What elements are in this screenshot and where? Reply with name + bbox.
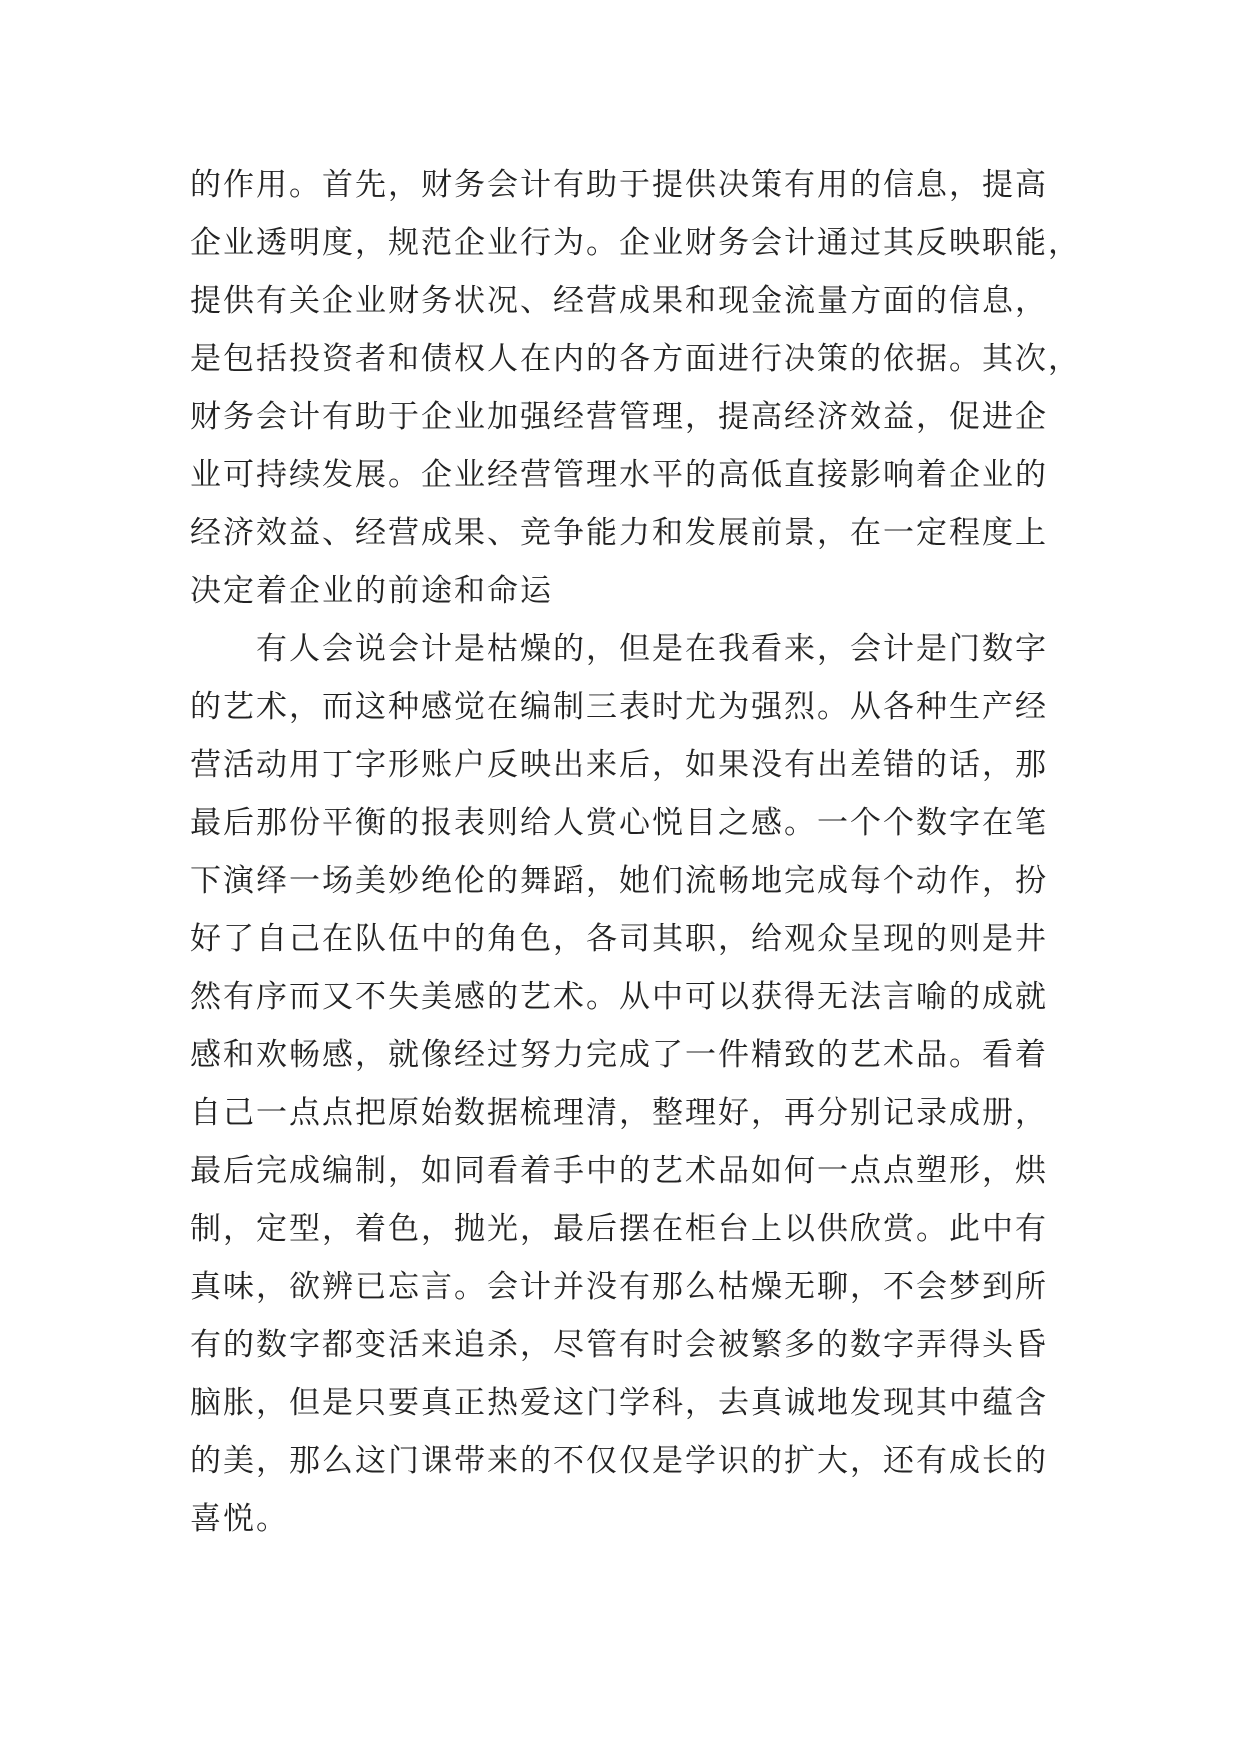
paragraph-line: 决定着企业的前途和命运 bbox=[190, 573, 553, 609]
paragraph-line: 经济效益、经营成果、竞争能力和发展前景，在一定程度上 bbox=[190, 515, 1048, 551]
paragraph-line: 脑胀，但是只要真正热爱这门学科，去真诚地发现其中蕴含 bbox=[190, 1385, 1048, 1421]
paragraph-line: 感和欢畅感，就像经过努力完成了一件精致的艺术品。看着 bbox=[190, 1037, 1048, 1073]
paragraph-line: 的艺术，而这种感觉在编制三表时尤为强烈。从各种生产经 bbox=[190, 689, 1048, 725]
paragraph-line: 有人会说会计是枯燥的，但是在我看来，会计是门数字 bbox=[256, 631, 1048, 667]
paragraph-line: 营活动用丁字形账户反映出来后，如果没有出差错的话，那 bbox=[190, 747, 1048, 783]
paragraph-line: 好了自己在队伍中的角色，各司其职，给观众呈现的则是井 bbox=[190, 921, 1048, 957]
paragraph-line: 企业透明度，规范企业行为。企业财务会计通过其反映职能， bbox=[190, 225, 1081, 261]
paragraph-line: 是包括投资者和债权人在内的各方面进行决策的依据。其次， bbox=[190, 341, 1081, 377]
paragraph-line: 业可持续发展。企业经营管理水平的高低直接影响着企业的 bbox=[190, 457, 1048, 493]
paragraph-line: 喜悦。 bbox=[190, 1501, 289, 1537]
paragraph-line: 制，定型，着色，抛光，最后摆在柜台上以供欣赏。此中有 bbox=[190, 1211, 1048, 1247]
paragraph-line: 最后完成编制，如同看着手中的艺术品如何一点点塑形，烘 bbox=[190, 1153, 1048, 1189]
paragraph-line: 下演绎一场美妙绝伦的舞蹈，她们流畅地完成每个动作，扮 bbox=[190, 863, 1048, 899]
paragraph-1 bbox=[190, 156, 1081, 620]
paragraph-line: 财务会计有助于企业加强经营管理，提高经济效益，促进企 bbox=[190, 399, 1048, 435]
paragraph-line: 最后那份平衡的报表则给人赏心悦目之感。一个个数字在笔 bbox=[190, 805, 1048, 841]
paragraph-line: 真味，欲辨已忘言。会计并没有那么枯燥无聊，不会梦到所 bbox=[190, 1269, 1048, 1305]
paragraph-line: 然有序而又不失美感的艺术。从中可以获得无法言喻的成就 bbox=[190, 979, 1048, 1015]
paragraph-line: 的作用。首先，财务会计有助于提供决策有用的信息，提高 bbox=[190, 167, 1048, 203]
paragraph-2 bbox=[190, 620, 1060, 1548]
paragraph-line: 提供有关企业财务状况、经营成果和现金流量方面的信息， bbox=[190, 283, 1048, 319]
paragraph-line: 自己一点点把原始数据梳理清，整理好，再分别记录成册， bbox=[190, 1095, 1048, 1131]
paragraph-line: 的美，那么这门课带来的不仅仅是学识的扩大，还有成长的 bbox=[190, 1443, 1048, 1479]
paragraph-line: 有的数字都变活来追杀，尽管有时会被繁多的数字弄得头昏 bbox=[190, 1327, 1048, 1363]
